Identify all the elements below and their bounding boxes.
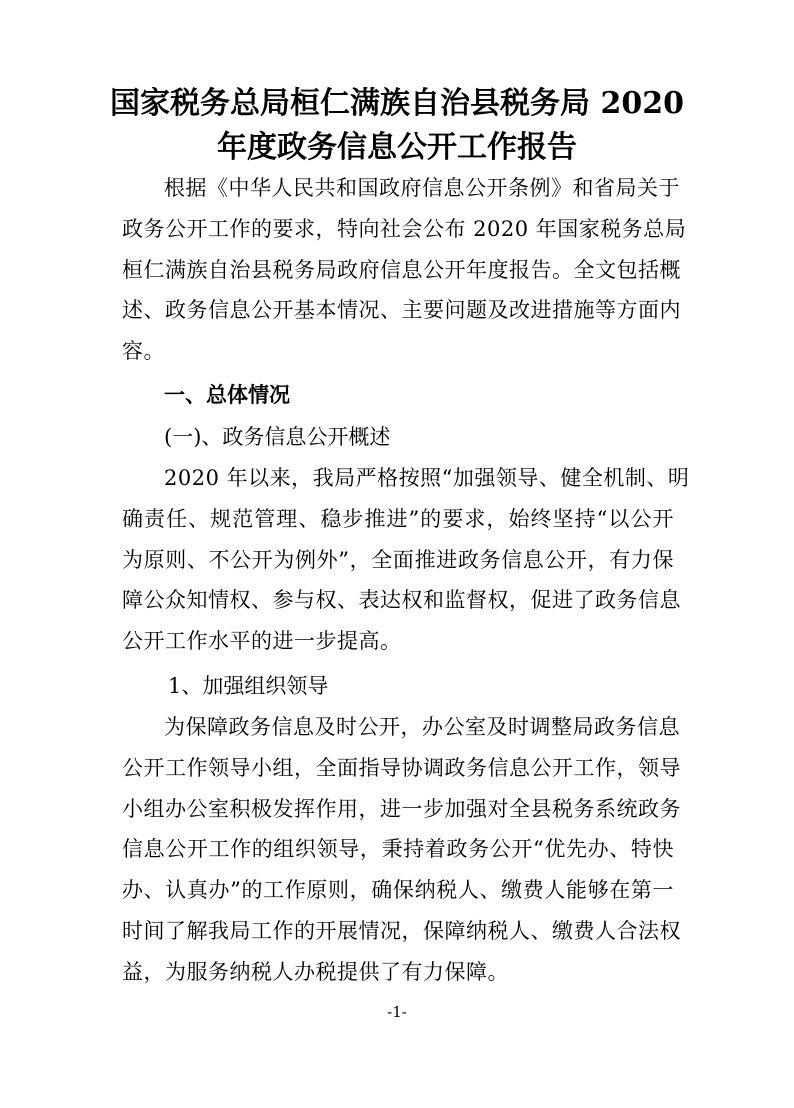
subsection-heading-overview: (一)、政务信息公开概述: [164, 425, 391, 449]
intro-line: 根据《中华人民共和国政府信息公开条例》和省局关于: [164, 176, 680, 200]
intro-line: 述、政务信息公开基本情况、主要问题及改进措施等方面内: [122, 298, 681, 323]
organization-line: 信息公开工作的组织领导，秉持着政务公开“优先办、特快: [122, 837, 674, 862]
intro-line: 政务公开工作的要求，特向社会公布 2020 年国家税务总局: [122, 216, 687, 241]
organization-paragraph: [122, 707, 681, 993]
page-number: -1-: [387, 1003, 407, 1021]
organization-line: 为保障政务信息及时公开，办公室及时调整局政务信息: [164, 715, 680, 739]
overview-line: 障公众知情权、参与权、表达权和监督权，促进了政务信息: [122, 588, 681, 613]
section-heading-overview: 一、总体情况: [164, 382, 290, 407]
intro-line: 桓仁满族自治县税务局政府信息公开年度报告。全文包括概: [122, 257, 681, 282]
organization-line: 益，为服务纳税人办税提供了有力保障。: [122, 959, 509, 984]
organization-line: 小组办公室积极发挥作用，进一步加强对全县税务系统政务: [122, 796, 681, 821]
overview-line: 公开工作水平的进一步提高。: [122, 629, 402, 654]
organization-line: 公开工作领导小组，全面指导协调政务信息公开工作，领导: [122, 755, 681, 780]
document-title-line-1: 国家税务总局桓仁满族自治县税务局 2020: [110, 86, 684, 121]
organization-line: 办、认真办”的工作原则，确保纳税人、缴费人能够在第一: [122, 878, 674, 903]
intro-paragraph: [122, 168, 687, 372]
overview-line: 2020 年以来，我局严格按照“加强领导、健全机制、明: [164, 466, 690, 490]
item-heading-organization: 1、加强组织领导: [168, 674, 329, 698]
overview-paragraph: [122, 458, 690, 662]
document-title-line-2: 年度政务信息公开工作报告: [217, 130, 577, 165]
overview-line: 确责任、规范管理、稳步推进”的要求，始终坚持“以公开: [122, 506, 674, 531]
overview-line: 为原则、不公开为例外”，全面推进政务信息公开，有力保: [122, 547, 674, 572]
organization-line: 时间了解我局工作的开展情况，保障纳税人、缴费人合法权: [122, 918, 681, 943]
intro-line: 容。: [122, 339, 165, 364]
